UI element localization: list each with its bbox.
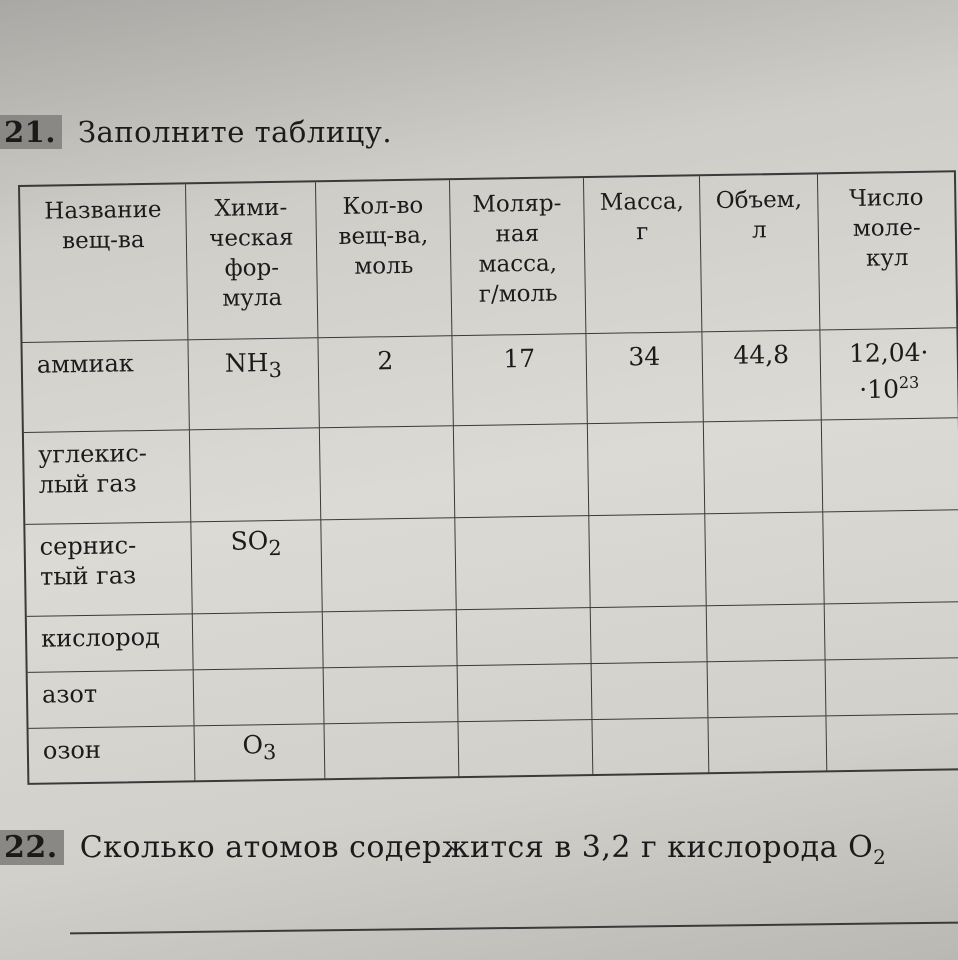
header-volume: Объем, л xyxy=(700,174,820,331)
table-header-row xyxy=(20,172,956,343)
row-mass xyxy=(588,421,705,515)
row-name: азот xyxy=(28,669,195,728)
task-22-text: Сколько атомов содержится в 3,2 г кислорода O xyxy=(79,830,874,865)
header-amount: Кол-во вещ-ва, моль xyxy=(316,180,452,337)
row-amount xyxy=(320,425,455,519)
row-amount xyxy=(321,517,456,611)
row-mass xyxy=(592,661,709,719)
row-volume xyxy=(708,715,827,773)
row-amount: 2 xyxy=(318,335,453,427)
row-molar-mass xyxy=(455,515,590,609)
row-molar-mass xyxy=(457,607,592,665)
task-21-heading xyxy=(0,115,392,149)
row-mass xyxy=(589,513,706,607)
table-row xyxy=(22,327,957,433)
row-mass: 34 xyxy=(586,331,703,423)
task-21-number: 21. xyxy=(0,115,62,149)
row-formula: $SO_2$ xyxy=(191,519,322,613)
task-21-text: Заполните таблицу. xyxy=(77,115,393,149)
row-formula: $O_3$ xyxy=(195,723,326,781)
row-name: сернис- тый газ xyxy=(25,521,192,616)
table-row xyxy=(25,509,958,617)
row-molar-mass xyxy=(458,663,593,721)
row-amount xyxy=(324,665,459,723)
row-volume: 44,8 xyxy=(702,329,821,421)
row-molar-mass xyxy=(458,719,593,777)
table-row xyxy=(24,417,958,525)
answer-line xyxy=(70,922,958,935)
row-volume xyxy=(704,419,823,513)
row-volume xyxy=(707,603,826,661)
task-22-number: 22. xyxy=(0,830,64,865)
row-name: озон xyxy=(29,725,196,784)
row-molecules xyxy=(826,657,958,715)
header-name: Название вещ-ва xyxy=(20,184,188,342)
row-formula: $NH_3$ xyxy=(188,337,319,429)
row-name: аммиак xyxy=(22,339,189,432)
row-volume xyxy=(708,659,827,717)
row-molecules xyxy=(822,417,958,511)
row-formula xyxy=(190,427,321,521)
row-molar-mass: 17 xyxy=(452,333,587,425)
task-22-subscript: 2 xyxy=(873,845,887,869)
row-mass xyxy=(591,605,708,663)
header-formula: Хими- ческая фор- мула xyxy=(186,182,318,339)
row-molecules xyxy=(823,509,958,603)
row-molecules xyxy=(826,713,958,771)
row-amount xyxy=(324,721,459,779)
header-molecules: Число моле- кул xyxy=(848,184,924,272)
header-molar-mass: Моляр- ная масса, г/моль xyxy=(450,178,586,335)
row-molecules xyxy=(825,601,958,659)
row-formula xyxy=(194,667,325,725)
substance-table xyxy=(18,170,958,785)
row-formula xyxy=(193,611,324,669)
task-22-heading xyxy=(0,830,886,869)
header-mass: Масса, г xyxy=(584,176,702,333)
row-volume xyxy=(705,511,824,605)
row-name: кислород xyxy=(27,613,194,672)
row-molar-mass xyxy=(454,423,589,517)
row-name: углекис- лый газ xyxy=(24,429,191,524)
row-molecules: 12,04· $\cdot 10^{23}$ xyxy=(848,337,929,405)
row-mass xyxy=(592,717,709,775)
row-amount xyxy=(323,609,458,667)
